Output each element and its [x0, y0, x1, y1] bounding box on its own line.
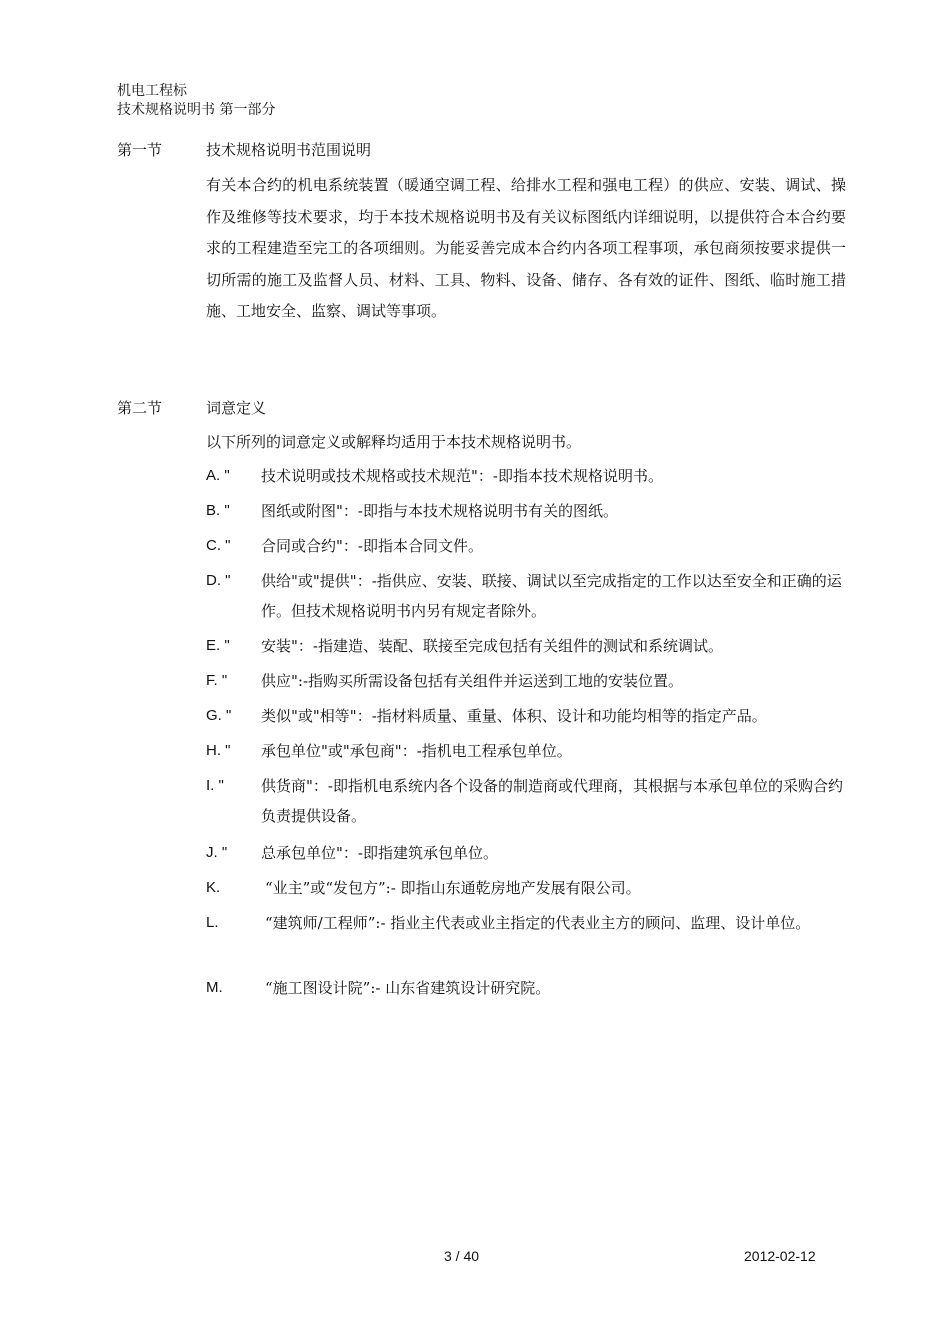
definition-text: 承包单位"或"承包商"：-指机电工程承包单位。 [261, 742, 572, 760]
definition-text: “建筑师/工程师”:- 指业主代表或业主指定的代表业主方的顾问、监理、设计单位。 [265, 914, 811, 932]
definition-label: K. [206, 879, 221, 896]
definition-label: M. [206, 979, 223, 996]
definition-item [206, 838, 846, 868]
section2-number: 第二节 [117, 399, 163, 417]
definition-text: “业主”或“发包方”:- 即指山东通乾房地产发展有限公司。 [265, 879, 641, 897]
page-number: 3 / 40 [444, 1248, 480, 1264]
header-document-title: 技术规格说明书 第一部分 [117, 102, 276, 118]
definition-label: E. " [206, 637, 230, 654]
section2-intro: 以下所列的词意定义或解释均适用于本技术规格说明书。 [206, 433, 582, 451]
section1-number: 第一节 [117, 141, 163, 159]
definition-text: 供给"或"提供"：-指供应、安装、联接、调试以至完成指定的工作以达至安全和正确的运作。但技术规格说明书内另有规定者除外。 [261, 572, 842, 620]
page-header [117, 82, 275, 120]
definition-label: L. [206, 914, 219, 931]
definition-text: 供货商"：-即指机电系统内各个设备的制造商或代理商，其根据与本承包单位的采购合约负责提供设备。 [261, 777, 843, 825]
definition-text: 技术说明或技术规格或技术规范"：-即指本技术规格说明书。 [261, 467, 663, 485]
definition-item [206, 461, 846, 491]
section1-title: 技术规格说明书范围说明 [206, 141, 372, 159]
definition-text: 图纸或附图"：-即指与本技术规格说明书有关的图纸。 [261, 502, 618, 520]
section2-title: 词意定义 [206, 399, 267, 417]
definition-item [206, 771, 846, 831]
definition-text: 供应":-指购买所需设备包括有关组件并运送到工地的安装位置。 [261, 672, 684, 690]
definition-label: I. " [206, 777, 224, 794]
definition-label: D. " [206, 572, 231, 589]
definition-item [206, 701, 846, 731]
definition-item [206, 736, 846, 766]
definition-label: J. " [206, 844, 228, 861]
definition-label: G. " [206, 707, 232, 724]
definition-item [206, 973, 846, 1003]
definition-text: “施工图设计院”:- 山东省建筑设计研究院。 [265, 979, 551, 997]
definition-item [206, 531, 846, 561]
section1-body: 有关本合约的机电系统装置（暖通空调工程、给排水工程和强电工程）的供应、安装、调试、操作及维修等技术要求，均于本技术规格说明书及有关议标图纸内详细说明，以提供符合本合约要求的工程建造至完工的各项细则。为能妥善完成本合约内各项工程事项，承包商须按要求提供一切所需的施工及监督人员、材料、工具、物料、设备、储存、各有效的证件、图纸、临时施工措施、工地安全、监察、调试等事项。 [206, 176, 846, 321]
definition-text: 类似"或"相等"：-指材料质量、重量、体积、设计和功能均相等的指定产品。 [261, 707, 767, 725]
header-project-title: 机电工程标 [117, 83, 187, 99]
definition-label: F. " [206, 672, 228, 689]
definition-item [206, 908, 846, 938]
definition-label: C. " [206, 537, 231, 554]
definition-item [206, 631, 846, 661]
footer-date: 2012-02-12 [744, 1248, 816, 1264]
definition-text: 合同或合约"：-即指本合同文件。 [261, 537, 483, 555]
definition-label: B. " [206, 502, 230, 519]
definition-label: A. " [206, 467, 230, 484]
definition-item [206, 496, 846, 526]
definition-item [206, 566, 846, 626]
definition-text: 总承包单位"：-即指建筑承包单位。 [261, 844, 498, 862]
definition-item [206, 666, 846, 696]
definition-item [206, 873, 846, 903]
definition-text: 安装"：-指建造、装配、联接至完成包括有关组件的测试和系统调试。 [261, 637, 723, 655]
definition-label: H. " [206, 742, 231, 759]
